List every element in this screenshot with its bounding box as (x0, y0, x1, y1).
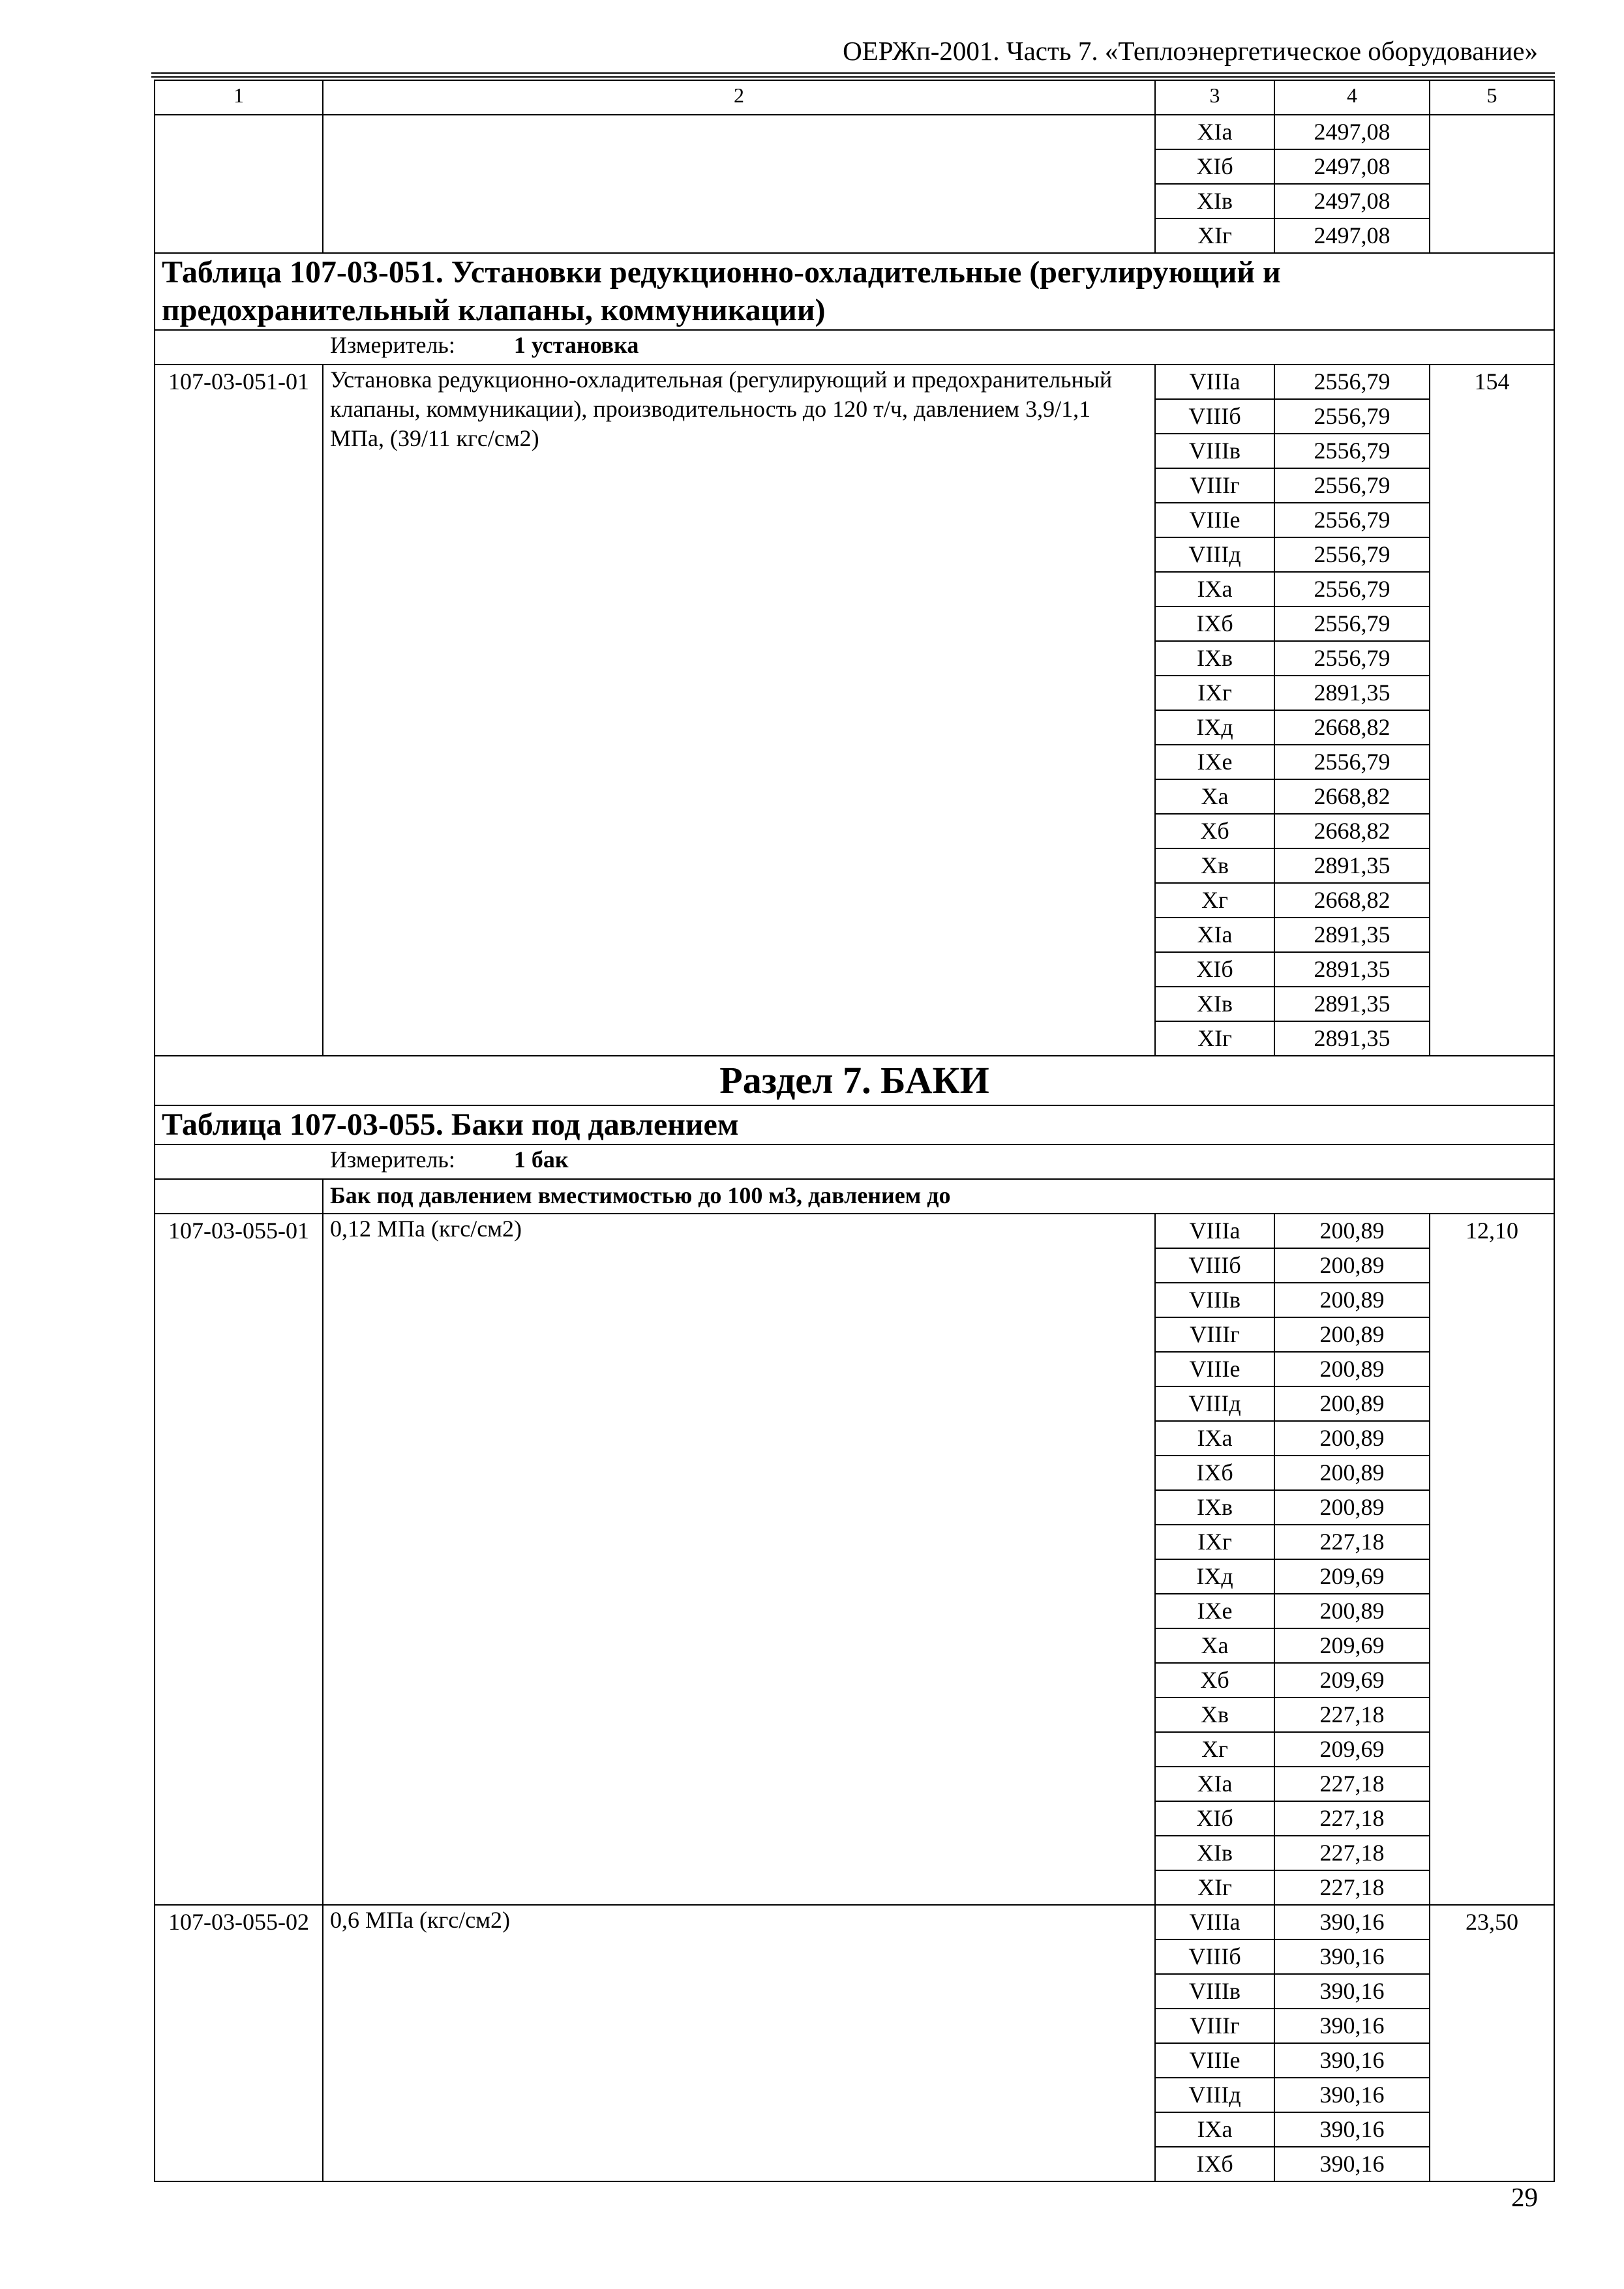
price-cell: 2497,08 (1274, 149, 1430, 184)
column-number: 5 (1430, 80, 1554, 115)
price-cell: 2891,35 (1274, 987, 1430, 1021)
price-cell: 200,89 (1274, 1248, 1430, 1283)
price-cell: 2668,82 (1274, 779, 1430, 814)
header-rule (151, 72, 1555, 78)
price-cell: 390,16 (1274, 2043, 1430, 2078)
item-description: 0,12 МПа (кгс/см2) (323, 1214, 1155, 1905)
value-spacer (1430, 115, 1554, 253)
price-cell: 2891,35 (1274, 918, 1430, 952)
zone-cell: VIIIг (1155, 2009, 1274, 2043)
measure-label: Измеритель: (330, 1146, 455, 1173)
zone-cell: IXг (1155, 1525, 1274, 1559)
price-cell: 209,69 (1274, 1732, 1430, 1767)
zone-cell: XIв (1155, 1836, 1274, 1870)
price-row (155, 115, 1554, 149)
price-cell: 2556,79 (1274, 434, 1430, 468)
price-cell: 200,89 (1274, 1456, 1430, 1490)
zone-cell: IXа (1155, 572, 1274, 606)
zone-cell: VIIIе (1155, 2043, 1274, 2078)
column-number-row (155, 80, 1554, 115)
zone-cell: XIа (1155, 918, 1274, 952)
zone-cell: IXе (1155, 1594, 1274, 1628)
zone-cell: IXа (1155, 2112, 1274, 2147)
price-cell: 390,16 (1274, 2147, 1430, 2181)
table-title: Таблица 107-03-051. Установки редукционно-охладительные (регулирующий и предохранительный клапаны, коммуникации) (155, 253, 1554, 330)
zone-cell: XIв (1155, 184, 1274, 218)
page-number: 29 (1511, 2182, 1538, 2212)
price-row (155, 1214, 1554, 1248)
measure-value: 1 установка (513, 332, 639, 358)
zone-cell: XIб (1155, 952, 1274, 987)
price-cell: 2668,82 (1274, 710, 1430, 745)
zone-cell: Xб (1155, 814, 1274, 848)
zone-cell: Xа (1155, 1628, 1274, 1663)
zone-cell: VIIIа (1155, 365, 1274, 399)
measure-row (155, 1144, 1554, 1179)
price-cell: 227,18 (1274, 1698, 1430, 1732)
item-code: 107-03-055-02 (155, 1905, 323, 2181)
price-cell: 2891,35 (1274, 676, 1430, 710)
price-cell: 200,89 (1274, 1317, 1430, 1352)
running-header: ОЕРЖп-2001. Часть 7. «Теплоэнергетическое оборудование» (843, 36, 1538, 66)
zone-cell: VIIIд (1155, 2078, 1274, 2112)
zone-cell: Xг (1155, 883, 1274, 918)
price-cell: 2556,79 (1274, 641, 1430, 676)
price-cell: 390,16 (1274, 2112, 1430, 2147)
zone-cell: IXв (1155, 1490, 1274, 1525)
zone-cell: VIIIв (1155, 434, 1274, 468)
column-number: 2 (323, 80, 1155, 115)
table-title-row (155, 253, 1554, 330)
zone-cell: IXв (1155, 641, 1274, 676)
zone-cell: VIIIд (1155, 1386, 1274, 1421)
section-row (155, 1056, 1554, 1105)
zone-cell: VIIIа (1155, 1905, 1274, 1939)
price-cell: 2556,79 (1274, 745, 1430, 779)
item-code: 107-03-055-01 (155, 1214, 323, 1905)
price-cell: 390,16 (1274, 1974, 1430, 2009)
price-cell: 2556,79 (1274, 468, 1430, 503)
zone-cell: Xб (1155, 1663, 1274, 1698)
subheading: Бак под давлением вместимостью до 100 м3, давлением до (323, 1179, 1554, 1214)
price-row (155, 365, 1554, 399)
zone-cell: VIIIд (1155, 537, 1274, 572)
zone-cell: VIIIг (1155, 1317, 1274, 1352)
price-cell: 227,18 (1274, 1870, 1430, 1905)
zone-cell: XIа (1155, 1767, 1274, 1801)
price-cell: 209,69 (1274, 1559, 1430, 1594)
price-cell: 2668,82 (1274, 883, 1430, 918)
price-cell: 227,18 (1274, 1836, 1430, 1870)
column-number: 3 (1155, 80, 1274, 115)
price-cell: 2556,79 (1274, 365, 1430, 399)
price-cell: 2556,79 (1274, 503, 1430, 537)
zone-cell: VIIIг (1155, 468, 1274, 503)
zone-cell: VIIIв (1155, 1974, 1274, 2009)
zone-cell: IXб (1155, 2147, 1274, 2181)
section-title: Раздел 7. БАКИ (155, 1056, 1554, 1105)
zone-cell: IXб (1155, 606, 1274, 641)
price-cell: 2891,35 (1274, 952, 1430, 987)
rates-table (154, 80, 1555, 2182)
price-cell: 200,89 (1274, 1352, 1430, 1386)
zone-cell: XIв (1155, 987, 1274, 1021)
price-cell: 200,89 (1274, 1386, 1430, 1421)
price-cell: 390,16 (1274, 1939, 1430, 1974)
zone-cell: VIIIб (1155, 1939, 1274, 1974)
price-cell: 2497,08 (1274, 115, 1430, 149)
zone-cell: IXд (1155, 1559, 1274, 1594)
zone-cell: VIIIв (1155, 1283, 1274, 1317)
zone-cell: XIб (1155, 149, 1274, 184)
measure-cell (155, 330, 1554, 365)
price-cell: 2891,35 (1274, 848, 1430, 883)
subheading-spacer (155, 1179, 323, 1214)
column-number: 4 (1274, 80, 1430, 115)
measure-label: Измеритель: (330, 332, 455, 358)
price-cell: 200,89 (1274, 1214, 1430, 1248)
zone-cell: XIг (1155, 1870, 1274, 1905)
price-cell: 2668,82 (1274, 814, 1430, 848)
column-number: 1 (155, 80, 323, 115)
price-cell: 2497,08 (1274, 184, 1430, 218)
table-title-row (155, 1105, 1554, 1144)
zone-cell: VIIIе (1155, 1352, 1274, 1386)
zone-cell: Xв (1155, 1698, 1274, 1732)
zone-cell: Xв (1155, 848, 1274, 883)
zone-cell: VIIIб (1155, 1248, 1274, 1283)
zone-cell: VIIIа (1155, 1214, 1274, 1248)
zone-cell: XIг (1155, 1021, 1274, 1056)
item-description: Установка редукционно-охладительная (регулирующий и предохранительный клапаны, коммуникации), производительность до 120 т/ч, давлением 3,9/1,1 МПа, (39/11 кгс/см2) (323, 365, 1155, 1056)
price-cell: 227,18 (1274, 1801, 1430, 1836)
price-cell: 200,89 (1274, 1421, 1430, 1456)
price-cell: 209,69 (1274, 1663, 1430, 1698)
zone-cell: XIа (1155, 115, 1274, 149)
rates-table-body (155, 80, 1554, 2181)
price-cell: 200,89 (1274, 1283, 1430, 1317)
measure-row (155, 330, 1554, 365)
price-cell: 209,69 (1274, 1628, 1430, 1663)
zone-cell: XIб (1155, 1801, 1274, 1836)
item-description: 0,6 МПа (кгс/см2) (323, 1905, 1155, 2181)
price-cell: 390,16 (1274, 2009, 1430, 2043)
measure-value: 1 бак (513, 1146, 569, 1173)
price-row (155, 1905, 1554, 1939)
measure-cell (155, 1144, 1554, 1179)
item-value: 154 (1430, 365, 1554, 1056)
price-cell: 2556,79 (1274, 537, 1430, 572)
price-cell: 200,89 (1274, 1490, 1430, 1525)
item-code: 107-03-051-01 (155, 365, 323, 1056)
price-cell: 390,16 (1274, 1905, 1430, 1939)
zone-cell: VIIIе (1155, 503, 1274, 537)
zone-cell: Xг (1155, 1732, 1274, 1767)
code-spacer (155, 115, 323, 253)
zone-cell: IXе (1155, 745, 1274, 779)
zone-cell: Xа (1155, 779, 1274, 814)
zone-cell: XIг (1155, 218, 1274, 253)
table-title: Таблица 107-03-055. Баки под давлением (155, 1105, 1554, 1144)
description-spacer (323, 115, 1155, 253)
item-value: 23,50 (1430, 1905, 1554, 2181)
price-cell: 390,16 (1274, 2078, 1430, 2112)
price-cell: 2497,08 (1274, 218, 1430, 253)
price-cell: 227,18 (1274, 1525, 1430, 1559)
price-cell: 2891,35 (1274, 1021, 1430, 1056)
zone-cell: IXа (1155, 1421, 1274, 1456)
subheading-row (155, 1179, 1554, 1214)
price-cell: 2556,79 (1274, 606, 1430, 641)
zone-cell: IXб (1155, 1456, 1274, 1490)
price-cell: 2556,79 (1274, 572, 1430, 606)
item-value: 12,10 (1430, 1214, 1554, 1905)
zone-cell: IXд (1155, 710, 1274, 745)
price-cell: 2556,79 (1274, 399, 1430, 434)
price-cell: 227,18 (1274, 1767, 1430, 1801)
zone-cell: IXг (1155, 676, 1274, 710)
price-cell: 200,89 (1274, 1594, 1430, 1628)
zone-cell: VIIIб (1155, 399, 1274, 434)
